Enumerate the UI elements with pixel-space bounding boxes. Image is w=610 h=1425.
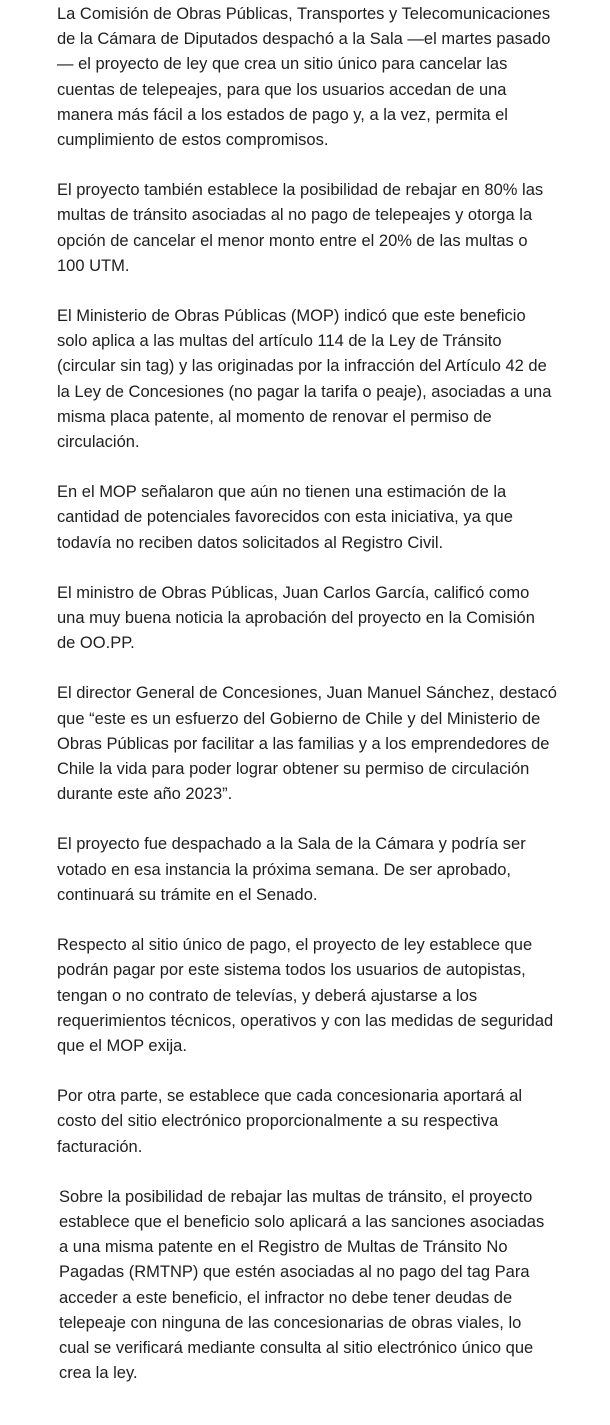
paragraph-ministro: El ministro de Obras Públicas, Juan Carlos García, calificó como una muy buena noticia la aprobación del proyecto en la Comisión de OO.PP. bbox=[57, 583, 535, 653]
article-body bbox=[57, 2, 557, 1411]
paragraph-despacho-sala: El proyecto fue despachado a la Sala de la Cámara y podría ser votado en esa instancia la próxima semana. De ser aprobado, continuará su trámite en el Senado. bbox=[57, 835, 526, 904]
paragraph-estimacion-favorecidos: En el MOP señalaron que aún no tienen una estimación de la cantidad de potenciales favorecidos con esta iniciativa, ya que todavía no reciben datos solicitados al Registro Civil. bbox=[57, 483, 513, 552]
paragraph-sitio-unico-pago: Respecto al sitio único de pago, el proyecto de ley establece que podrán pagar por este sistema todos los usuarios de autopistas, tengan o no contrato de televías, y deberá ajustarse a los requerimientos técnicos, operativos y con las medidas de seguridad que el MOP exija. bbox=[57, 936, 554, 1055]
paragraph-mop-beneficio: El Ministerio de Obras Públicas (MOP) indicó que este beneficio solo aplica a las multas del artículo 114 de la Ley de Tránsito (circular sin tag) y las originadas por la infracción del Artículo 42 de la Ley de Concesiones (no pagar la tarifa o peaje), asociadas a una misma placa patente, al momento de renovar el permiso de circulación. bbox=[57, 307, 552, 452]
paragraph-comision-despacho: La Comisión de Obras Públicas, Transportes y Telecomunicaciones de la Cámara de Diputados despachó a la Sala —el martes pasado— el proyecto de ley que crea un sitio único para cancelar las cuentas de telepeajes, para que los usuarios accedan de una manera más fácil a los estados de pago y, a la vez, permita el cumplimiento de estos compromisos. bbox=[57, 5, 551, 150]
paragraph-rebaja-multas: El proyecto también establece la posibilidad de rebajar en 80% las multas de tránsito asociadas al no pago de telepeajes y otorga la opción de cancelar el menor monto entre el 20% de las multas o 100 UTM. bbox=[57, 181, 544, 275]
paragraph-aporte-concesionarias: Por otra parte, se establece que cada concesionaria aportará al costo del sitio electrónico proporcionalmente a su respectiva facturación. bbox=[57, 1087, 523, 1156]
paragraph-rebaja-requisitos: Sobre la posibilidad de rebajar las multas de tránsito, el proyecto establece que el beneficio solo aplicará a las sanciones asociadas a una misma patente en el Registro de Multas de Tránsito No Pagadas (RMTNP) que estén asociadas al no pago del tag Para acceder a este beneficio, el infractor no debe tener deudas de telepeaje con ninguna de las concesionarias de obras viales, lo cual se verificará mediante consulta al sitio electrónico único que crea la ley. bbox=[59, 1187, 545, 1383]
paragraph-director-concesiones: El director General de Concesiones, Juan Manuel Sánchez, destacó que “este es un esfuerzo del Gobierno de Chile y del Ministerio de Obras Públicas por facilitar a las familias y a los emprendedores de Chile la vida para poder lograr obtener su permiso de circulación durante este año 2023”. bbox=[57, 684, 557, 804]
